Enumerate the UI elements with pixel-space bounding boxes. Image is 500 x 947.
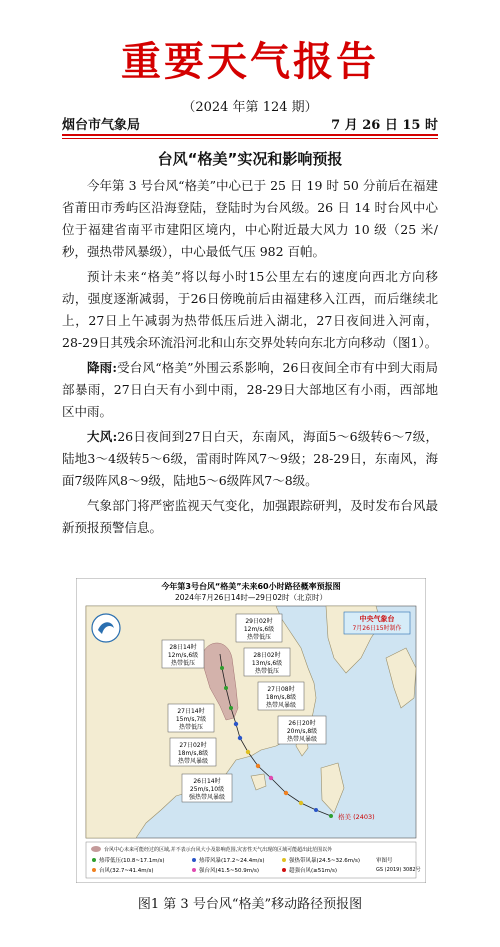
paragraph-wind: [62, 426, 438, 492]
svg-text:热带风暴级: 热带风暴级: [177, 758, 209, 765]
legend-note: 台风中心未来可能经过的区域,并不表示台风大小及影响范围,灾害性天气出现的区域可能超出此范围以外: [104, 847, 333, 853]
cone-legend-swatch: [91, 846, 101, 852]
track-point: [314, 808, 318, 812]
wind-label: 大风:: [87, 429, 118, 444]
svg-text:热带低压: 热带低压: [246, 634, 272, 641]
forecast-label-28d02: [244, 648, 290, 676]
svg-text:热带低压(10.8~17.1m/s): 热带低压(10.8~17.1m/s): [99, 858, 165, 864]
issue-datetime: 7 月 26 日 15 时: [331, 118, 438, 133]
forecast-label-26d14: [182, 774, 232, 802]
badge-time: 7月26日15时制作: [352, 625, 402, 632]
forecast-label-27d08: [258, 682, 304, 710]
svg-text:12m/s,6级: 12m/s,6级: [167, 652, 199, 659]
header-rule-thin: [62, 138, 438, 139]
badge-org: 中央气象台: [359, 615, 395, 623]
rain-label: 降雨:: [87, 360, 117, 375]
svg-text:26日20时: 26日20时: [288, 720, 316, 727]
map-title: 今年第3号台风“格美”未来60小时路径概率预报图: [161, 582, 341, 591]
track-point: [229, 706, 233, 710]
svg-text:热带低压: 热带低压: [254, 668, 280, 675]
wind-text: 26日夜间到27日白天，东南风，海面5～6级转6～7级，陆地3～4级转5～6级，雷雨时阵风7～9级；28-29日，东南风，海面7级阵风8～9级，陆地5～6级阵风7～8级。: [62, 429, 439, 488]
track-point: [284, 791, 288, 795]
header-rule-thick: [62, 134, 438, 136]
svg-text:超强台风(≥51m/s): 超强台风(≥51m/s): [289, 868, 337, 874]
forecast-label-29d02: [236, 614, 282, 642]
paragraph-closing: 气象部门将严密监视天气变化，加强跟踪研判，及时发布台风最新预报预警信息。: [62, 498, 438, 535]
svg-text:27日08时: 27日08时: [267, 686, 295, 693]
svg-text:20m/s,8级: 20m/s,8级: [286, 728, 318, 735]
typhoon-name-label: 格美 (2403): [338, 813, 375, 821]
cma-logo-icon: [92, 614, 120, 642]
legend-item: [92, 856, 164, 864]
svg-text:27日02时: 27日02时: [179, 742, 207, 749]
agency-name: 烟台市气象局: [62, 118, 141, 133]
track-point: [256, 764, 260, 768]
track-point: [246, 750, 250, 754]
track-point: [299, 801, 303, 805]
svg-text:强热带风暴级: 强热带风暴级: [188, 794, 226, 801]
track-point: [269, 776, 273, 780]
track-point: [234, 722, 238, 726]
issue-number: （2024 年第 124 期）: [182, 100, 318, 115]
svg-text:热带风暴级: 热带风暴级: [265, 702, 297, 709]
paragraph-forecast: 预计未来“格美”将以每小时15公里左右的速度向西北方向移动，强度逐渐减弱，于26日傍晚前后由福建移入江西，而后继续北上，27日上午减弱为热带低压后进入湖北，27日夜间进入河南，28-29日其残余环流沿河北和山东交界处转向东北方向移动（图1）。: [62, 269, 438, 350]
typhoon-track-map: [76, 578, 426, 883]
svg-text:强台风(41.5~50.9m/s): 强台风(41.5~50.9m/s): [199, 868, 259, 874]
article-heading: 台风“格美”实况和影响预报: [157, 150, 343, 168]
legend-item: [192, 866, 259, 874]
svg-text:强热带风暴(24.5~32.6m/s): 强热带风暴(24.5~32.6m/s): [289, 858, 360, 864]
review-code: GS (2019) 3082号: [376, 867, 421, 873]
forecast-label-27d14: [168, 704, 214, 732]
legend-item: [282, 856, 360, 864]
track-point: [329, 814, 333, 818]
svg-text:18m/s,8级: 18m/s,8级: [265, 694, 297, 701]
forecast-label-26d20: [278, 716, 326, 744]
track-point: [238, 736, 242, 740]
svg-text:29日02时: 29日02时: [245, 618, 273, 625]
article-body: [62, 175, 438, 542]
svg-text:台风(32.7~41.4m/s): 台风(32.7~41.4m/s): [99, 868, 154, 874]
figure-caption: 图1 第 3 号台风“格美”移动路径预报图: [137, 897, 363, 912]
svg-text:热带风暴(17.2~24.4m/s): 热带风暴(17.2~24.4m/s): [199, 858, 265, 864]
review-label: 审图号: [376, 858, 393, 864]
track-point: [224, 686, 228, 690]
map-subtitle: 2024年7月26日14时—29日02时（北京时）: [174, 593, 328, 602]
svg-text:12m/s,6级: 12m/s,6级: [243, 626, 275, 633]
svg-text:28日14时: 28日14时: [169, 644, 197, 651]
svg-text:热带低压: 热带低压: [178, 724, 204, 731]
svg-text:18m/s,8级: 18m/s,8级: [177, 750, 209, 757]
rain-text: 受台风“格美”外围云系影响，26日夜间全市有中到大雨局部暴雨，27日白天有小到中雨，28-29日大部地区有小雨，西部地区中雨。: [62, 360, 438, 419]
paragraph-rain: [62, 357, 438, 423]
svg-text:28日02时: 28日02时: [253, 652, 281, 659]
svg-text:25m/s,10级: 25m/s,10级: [189, 786, 225, 793]
forecast-label-27d02: [170, 738, 216, 766]
svg-text:13m/s,6级: 13m/s,6级: [251, 660, 283, 667]
svg-text:15m/s,7级: 15m/s,7级: [175, 716, 207, 723]
svg-text:热带风暴级: 热带风暴级: [286, 736, 318, 743]
svg-text:26日14时: 26日14时: [193, 778, 221, 785]
svg-text:27日14时: 27日14时: [177, 708, 205, 715]
svg-text:热带低压: 热带低压: [170, 660, 196, 667]
track-point: [220, 666, 224, 670]
legend-item: [282, 866, 337, 874]
report-meta: [62, 114, 438, 134]
legend-item: [92, 866, 153, 874]
paragraph-current-status: 今年第 3 号台风“格美”中心已于 25 日 19 时 50 分前后在福建省莆田市秀屿区沿海登陆，登陆时为台风级。26 日 14 时台风中心位于福建省南平市建阳区境内，中心附近最大风力 10 级（25 米/秒，强热带风暴级），中心最低气压 982 百帕。: [62, 178, 438, 259]
report-title: 重要天气报告: [121, 38, 379, 85]
legend-item: [192, 856, 264, 864]
forecast-label-28d14: [162, 640, 204, 668]
